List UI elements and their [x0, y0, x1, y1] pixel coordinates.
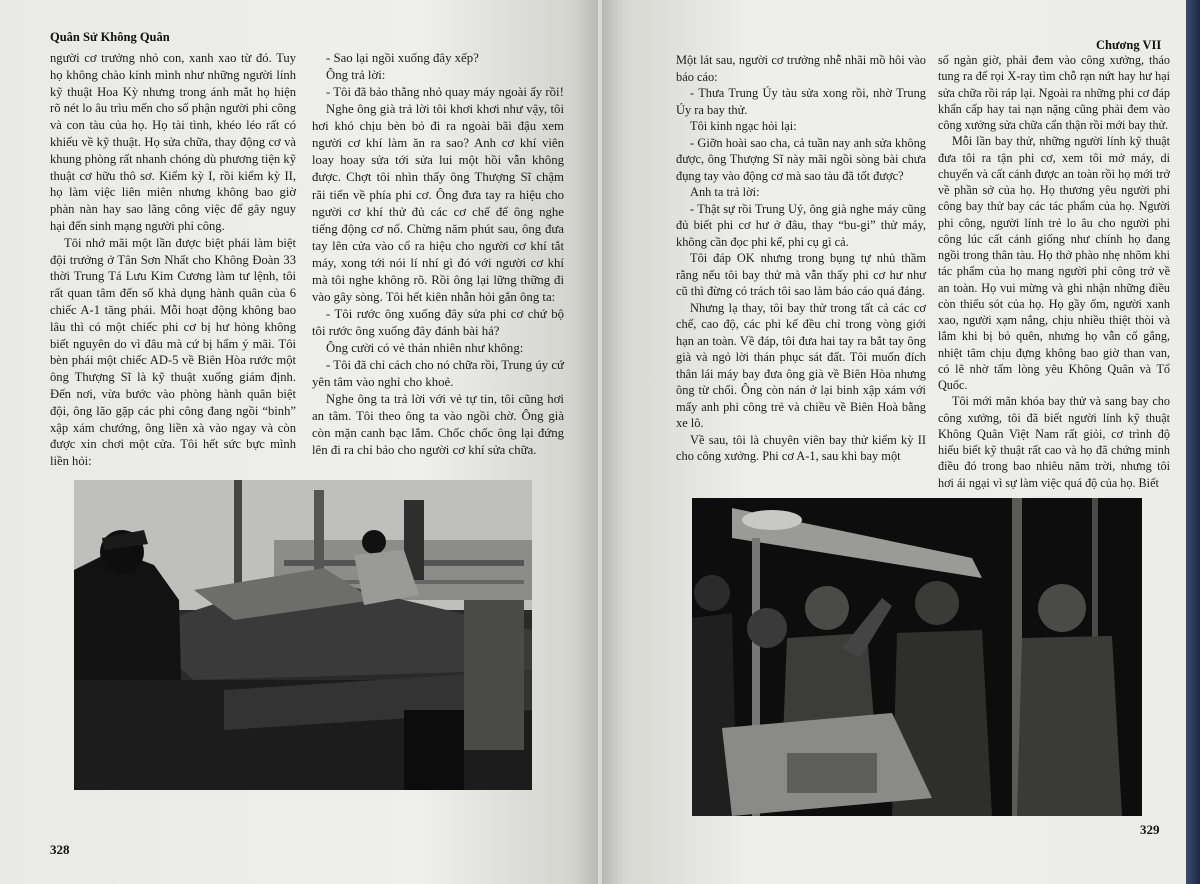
paragraph: Mỗi lần bay thử, những người lính kỹ thuật đưa tôi ra tận phi cơ, xem tôi mở máy, di chuyển và cất cánh được an toàn rồi họ mới trở về phần sở của họ. Họ thương yêu người phi công bay thử bay các tác phẩm của họ. Người phi công, người lính trẻ lo âu cho người phi công lúc cất cánh giống như chính họ đang ngồi trong thân tàu. Họ thở phào nhẹ nhõm khi tác phẩm của họ mang người phi công trở về an toàn. Họ vui mừng và ghi nhận những điều còn thiếu sót của họ. Họ gầy ốm, người xanh xao, người xạm nắng, chịu nhiều thiệt thòi và lắm khi bị bỏ quên, nhưng họ vẫn cố gắng, nhiệt tâm chịu đựng không bao giờ than van, có lẽ nhờ tấm lòng yêu Không Quân và Tổ Quốc. [938, 134, 1170, 392]
dialogue-line: - Giỡn hoài sao cha, cả tuần nay anh sửa không được, ông Thượng Sĩ này mãi ngồi sòng bài chưa đụng tay vào động cơ mà sao tàu đã tốt được? [676, 135, 926, 183]
dialogue-line: - Tôi đã bảo thằng nhỏ quay máy ngoài ấy rồi! [326, 85, 564, 100]
dialogue-line: - Tôi đã chỉ cách cho nó chữa rồi, Trung úy cứ yên tâm vào nghỉ cho khoẻ. [312, 358, 564, 390]
paragraph: Tôi mới mãn khóa bay thử và sang bay cho công xưởng, tôi đã biết người lính kỹ thuật Không Quân Việt Nam rất giỏi, cơ trình độ hiểu biết kỹ thuật rất cao và họ đã chứng minh điều đó trong bao nhiêu năm trời, nhưng tôi hơi ái ngại vì sự làm việc quá độ của họ. Biết [938, 394, 1170, 490]
right-column-2 [938, 52, 1170, 491]
right-page [602, 0, 1186, 884]
aircraft-maintenance-photo [74, 480, 532, 790]
left-page [0, 0, 598, 884]
paragraph: số ngàn giờ, phải đem vào công xưởng, tháo tung ra để rọi X-ray tìm chỗ rạn nứt hay hư hại sửa chữa rồi ráp lại. Ngoài ra những phi cơ đáp khẩn cấp hay tai nạn nặng cũng phải đem vào công xưởng sửa chữa cẩn thận rồi mới bay thử. [938, 53, 1170, 132]
paragraph: Một lát sau, người cơ trưởng nhễ nhãi mồ hôi vào báo cáo: [676, 53, 926, 84]
page-number-left: 328 [50, 842, 70, 857]
paragraph: Tôi đáp OK nhưng trong bụng tự nhủ thầm rằng nếu tôi bay thử mà vẫn thấy phi cơ hư như cũ thì đừng có trách tôi sao làm báo cáo quá đáng. [676, 251, 926, 299]
dialogue-line: Tôi kinh ngạc hỏi lại: [690, 119, 797, 134]
left-column-2 [312, 50, 564, 460]
paragraph: Nghe ông ta trả lời với vẻ tự tin, tôi cũng hơi an tâm. Tôi theo ông ta vào ngồi chờ. Ông già còn mặn canh bạc lắm. Chốc chốc ông lại đứng lên đi ra chỉ bảo cho người cơ khí sửa chữa. [312, 392, 564, 458]
dialogue-line: - Thật sự rồi Trung Uý, ông già nghe máy cũng đủ biết phi cơ hư ở đâu, thay “bu-gi” thử máy, không cần đọc phi kế, phi cụ gì cả. [676, 201, 926, 249]
running-head-left: Quân Sử Không Quân [50, 30, 170, 44]
dialogue-line: - Thưa Trung Úy tàu sửa xong rồi, nhờ Trung Úy ra bay thử. [676, 86, 926, 117]
left-column-1 [50, 50, 296, 470]
book-cover-edge [1186, 0, 1200, 884]
dialogue-line: - Tôi rước ông xuống đây sửa phi cơ chứ bộ tôi rước ông xuống đây đánh bài há? [312, 306, 564, 338]
paragraph: người cơ trưởng nhỏ con, xanh xao từ đó. Tuy họ không chào kính mình như những người lính kỹ thuật Hoa Kỳ nhưng trong ánh mắt họ hiện rõ nét lo âu trìu mến cho số phận người phi công và con tàu của họ. Họ tài tình, khéo léo rất có khiếu về kỹ thuật. Họ sửa chữa, thay động cơ và khung phòng rất nhanh chóng dù phương tiện kỹ thuật cơ hữu thô sơ. Kiểm kỳ I, rồi kiểm kỳ II, họ làm việc liên miên nhưng không bao giờ phàn nàn hay sao lãng công việc để gây nguy hại đến sinh mạng người phi công. [50, 51, 296, 233]
photo-mechanics-working-on-aircraft [74, 480, 532, 790]
dialogue-line: Anh ta trả lời: [690, 185, 760, 200]
page-number-right: 329 [1140, 822, 1160, 837]
paragraph: Tôi nhớ mãi một lần được biệt phái làm biệt đội trưởng ở Tân Sơn Nhất cho Không Đoàn 33 thời Trung Tá Lưu Kim Cương làm tư lệnh, tôi rất quan tâm đến số khả dụng hành quân của 6 chiếc A-1 tăng phái. Mỗi hoạt động không bao lâu thì có một chiếc phi cơ bị hư hỏng không biết nguyên do vì đâu mà cứ bị hẩm ý mãi. Tôi bèn phái một chiếc AD-5 về Biên Hòa rước một ông Thượng Sĩ là kỹ thuật xuống giám định. Đến nơi, vừa bước vào phòng hành quân biệt đội, ông lão gặp các phi công đang ngồi “binh” xập xám chướng, ông liền xà vào ngay và còn được xin chơi một cửa. Tôi hết sức bực mình liền hỏi: [50, 235, 296, 469]
paragraph: Về sau, tôi là chuyên viên bay thử kiểm kỳ II cho công xưởng. Phi cơ A-1, sau khi bay một [676, 432, 926, 464]
right-column-1 [676, 52, 926, 465]
photo-technicians-inspecting [692, 498, 1142, 816]
running-head-right: Chương VII [1096, 38, 1162, 52]
paragraph: Nhưng lạ thay, tôi bay thử trong tất cả các cơ chế, cao độ, các phi kế đều chỉ trong vòng giới hạn an toàn. Về đáp, tôi đưa hai tay ra bắt tay ông già và ngỏ lời thán phục sát đất. Tôi muốn đích thân lái máy bay đưa ông già về Biên Hòa nhưng ông từ chối. Ông còn nán ở lại binh xập xám với mấy anh phi công trẻ và chiều về Biên Hoà bằng xe lô. [676, 300, 926, 431]
dialogue-line: Ông trả lời: [326, 68, 386, 83]
dialogue-line: - Sao lại ngồi xuống đây xếp? [326, 51, 479, 65]
dialogue-line: Ông cười có vẻ thản nhiên như không: [326, 341, 524, 356]
paragraph: Nghe ông già trả lời tôi khơi khơi như vậy, tôi hơi khó chịu bèn bỏ đi ra ngoài bãi đậu xem người cơ khí làm ăn ra sao? Anh cơ khí viên loay hoay sửa tới sửa lui một hồi vẫn không được. Chợt tôi nhìn thấy ông Thượng Sĩ chậm rãi tiến về phía phi cơ. Ông đưa tay ra hiệu cho người cơ khí thử đủ các cơ chế để ông nghe tiếng động cơ nổ. Chừng năm phút sau, ông đưa tay lên cửa vào cổ ra hiệu cho người cơ khí tắt máy, xong tới nói lí nhí gì đó với người cơ khí mà tôi nghe không rõ. Rồi ông lại lững thững đi vào gây sòng. Tôi hết kiên nhẫn hỏi gắn ông ta: [312, 102, 564, 304]
technicians-photo [692, 498, 1142, 816]
